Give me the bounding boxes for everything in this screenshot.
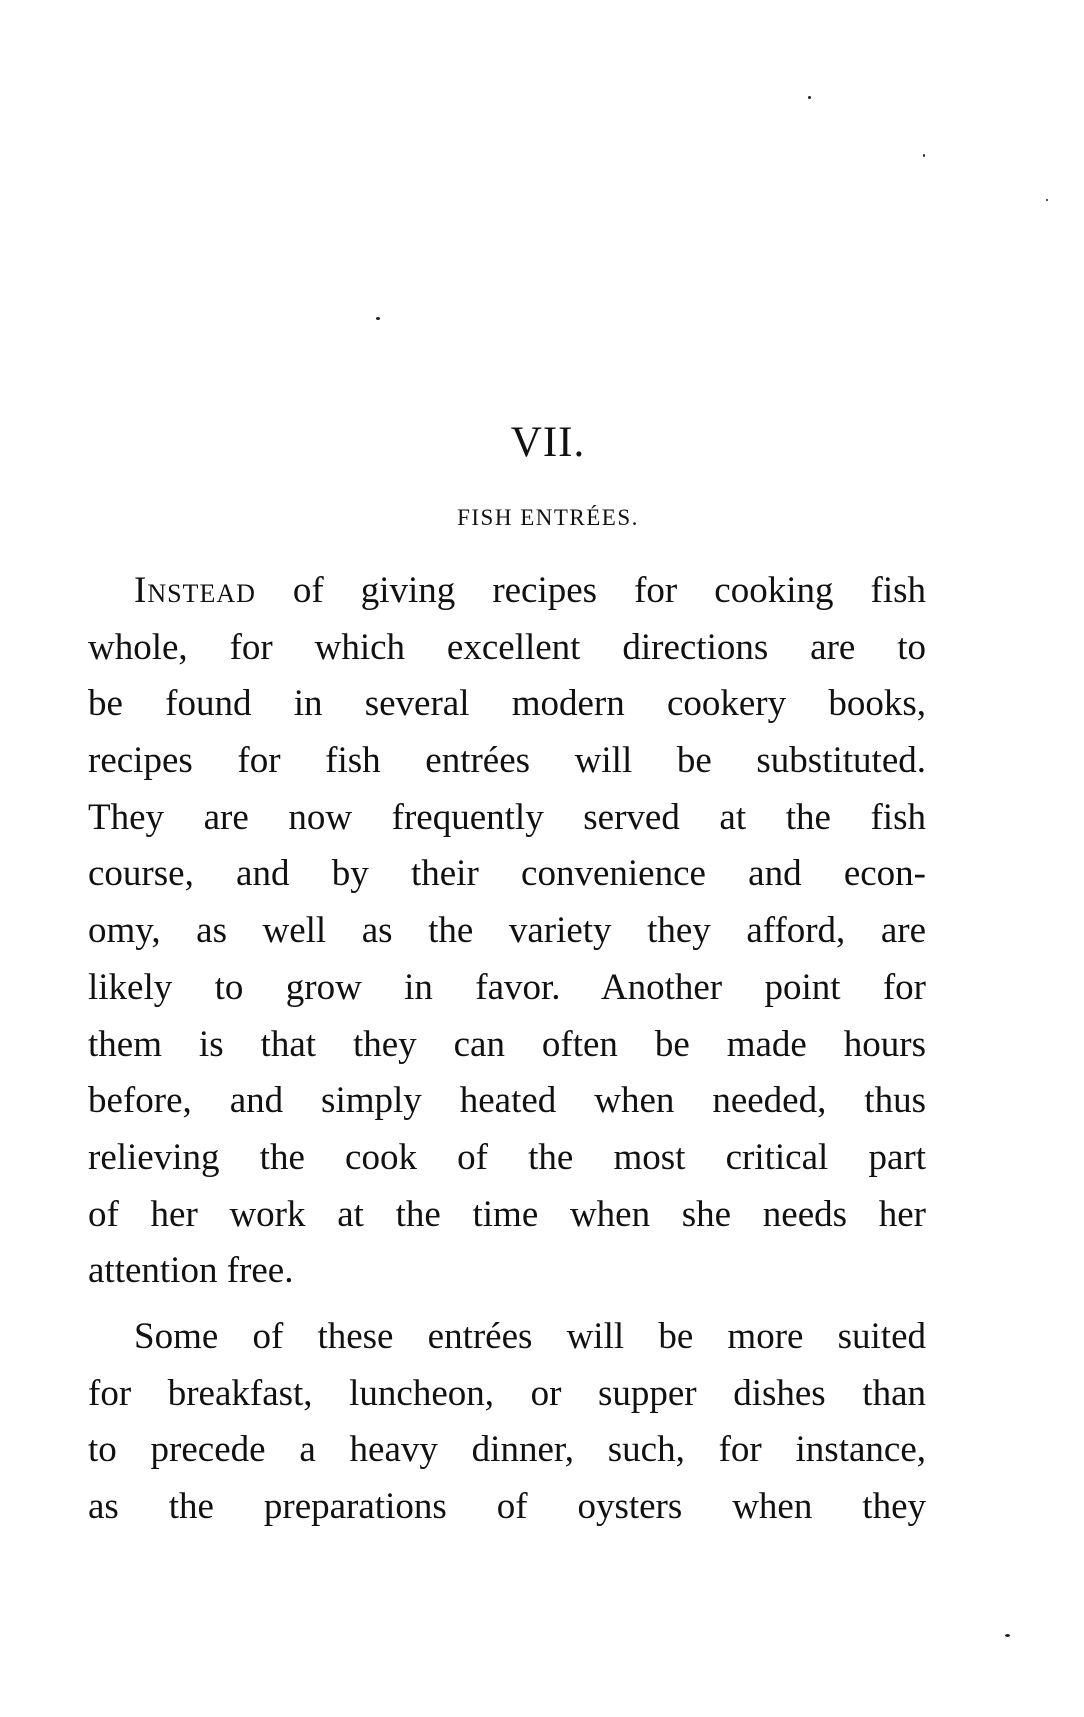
text-line: whole, for which excellent directions are to — [88, 626, 926, 668]
text-line: omy, as well as the variety they afford, are — [88, 910, 926, 952]
text-line: of her work at the time when she needs her — [88, 1193, 926, 1235]
text-line: before, and simply heated when needed, thus — [88, 1080, 926, 1122]
scan-speck — [923, 154, 925, 157]
text-line: them is that they can often be made hours — [88, 1023, 926, 1065]
paragraph-gap — [88, 1300, 926, 1309]
paragraph-1 — [88, 563, 926, 1300]
paragraph-2 — [88, 1309, 926, 1536]
text-line: for breakfast, luncheon, or supper dishes than — [88, 1372, 926, 1414]
scan-speck — [1005, 1634, 1010, 1637]
chapter-title: FISH ENTRÉES. — [457, 505, 639, 530]
scan-speck — [808, 96, 811, 99]
text-line: course, and by their convenience and econ- — [88, 853, 926, 895]
text-line: They are now frequently served at the fish — [88, 796, 926, 838]
text-line: Instead of giving recipes for cooking fish — [134, 570, 926, 611]
text-line: to precede a heavy dinner, such, for instance, — [88, 1429, 926, 1471]
chapter-number: VII. — [510, 419, 586, 466]
scan-speck — [1046, 199, 1048, 201]
text-line: be found in several modern cookery books, — [88, 683, 926, 725]
text-line: attention free. — [88, 1250, 294, 1292]
text-line: as the preparations of oysters when they — [88, 1486, 926, 1527]
text-line: Some of these entrées will be more suited — [134, 1315, 926, 1357]
body-text — [88, 563, 926, 1536]
lead-word: Instead — [134, 570, 256, 611]
text-line: relieving the cook of the most critical part — [88, 1136, 926, 1178]
text-line: recipes for fish entrées will be substituted. — [88, 740, 926, 782]
text-line: likely to grow in favor. Another point for — [88, 966, 926, 1008]
scan-speck — [376, 317, 380, 320]
